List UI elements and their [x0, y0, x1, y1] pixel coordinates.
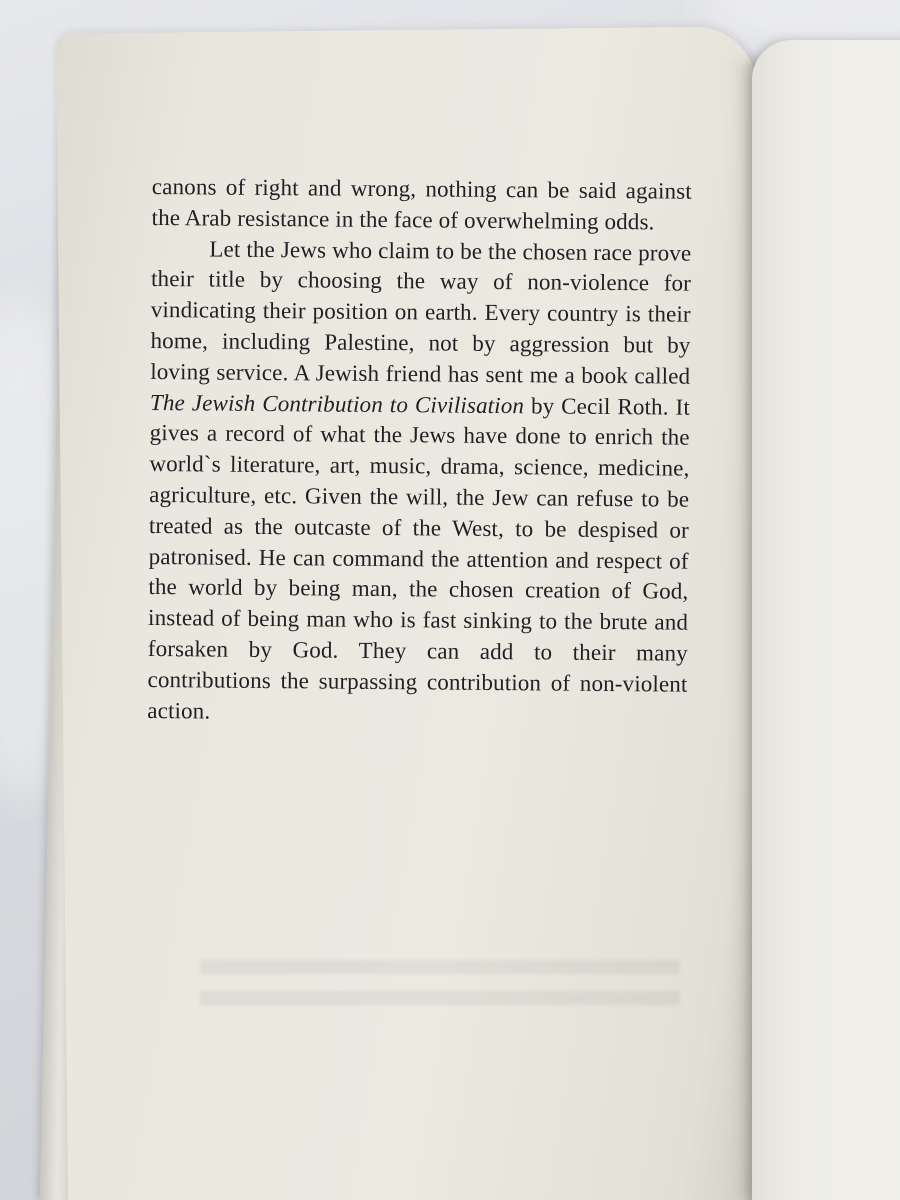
- text-segment: by Cecil Roth. It gives a record of what the Jews have done to enrich the world`s literature, art, music, drama, science, medicine, agriculture, etc. Given the will, the Jew can refuse to be treated as the outcaste of the West, to be despised or patronised. He can command the attention and respect of the world by being man, the chosen creation of God, instead of being man who is fast sinking to the brute and forsaken by God. They can add to their many contributions the surpassing contribution of non-violent action.: [147, 392, 691, 724]
- right-page: [752, 40, 900, 1200]
- book-title: The Jewish Contribution to Civilisation: [149, 389, 525, 418]
- text-segment: canons of right and wrong, nothing can be said against the Arab resistance in the face of overwhelming odds.: [151, 173, 692, 235]
- body-text: [147, 172, 692, 731]
- paragraph-2: [147, 234, 691, 731]
- paragraph-1: [151, 172, 692, 238]
- text-segment: Let the Jews who claim to be the chosen race prove their title by choosing the way of non-violence for vindicating their position on earth. Every country is their home, including Palestine, not by aggression but by loving service. A Jewish friend has sent me a book called: [150, 236, 692, 389]
- show-through-text: [200, 960, 680, 1020]
